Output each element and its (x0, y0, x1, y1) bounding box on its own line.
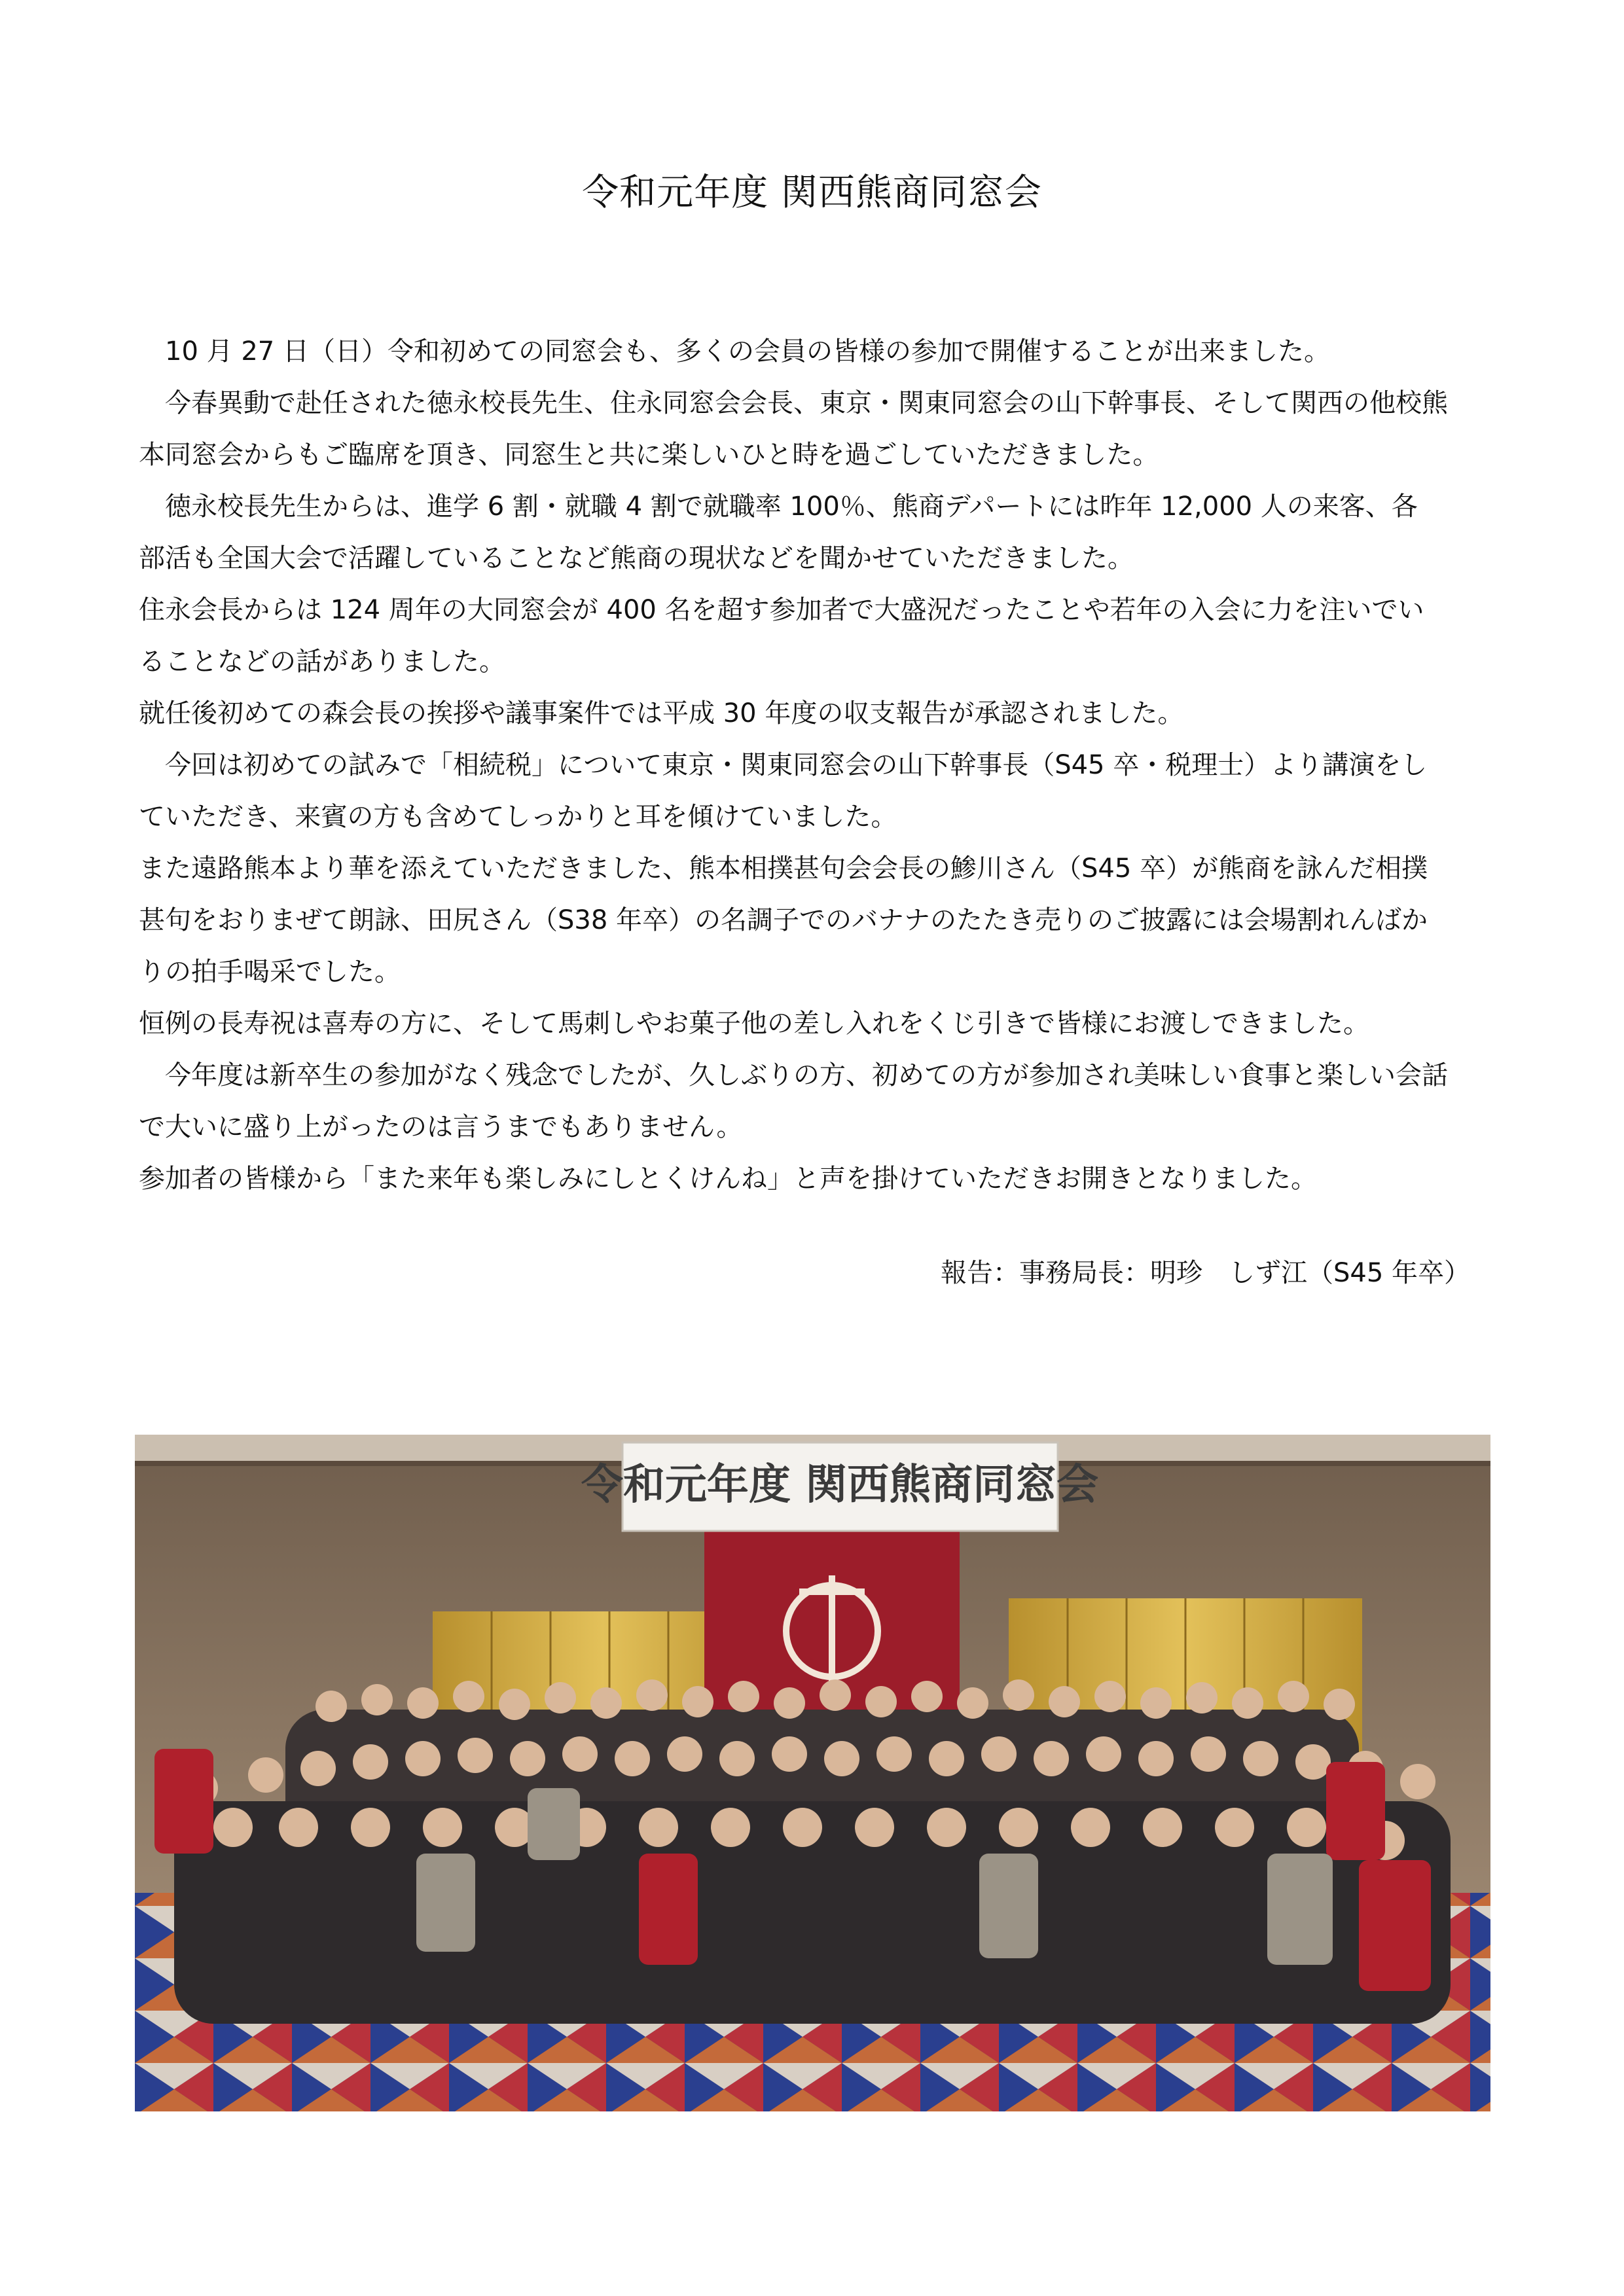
paragraph-line: 今春異動で赴任された徳永校長先生、住永同窓会会長、東京・関東同窓会の山下幹事長、そして関西の他校熊 (139, 388, 1448, 418)
paragraph-line: 今年度は新卒生の参加がなく残念でしたが、久しぶりの方、初めての方が参加され美味しい食事と楽しい会話 (139, 1060, 1448, 1090)
paragraph-line: 部活も全国大会で活躍していることなど熊商の現状などを聞かせていただきました。 (139, 543, 1134, 573)
paragraph-line: で大いに盛り上がったのは言うまでもありません。 (139, 1112, 743, 1142)
paragraph-line: ることなどの話がありました。 (139, 647, 505, 677)
paragraph-line: 今回は初めての試みで「相続税」について東京・関東同窓会の山下幹事長（S45 卒・税理士）より講演をし (139, 750, 1428, 780)
paragraph-line: りの拍手喝采でした。 (139, 957, 401, 987)
paragraph-line: 恒例の長寿祝は喜寿の方に、そして馬刺しやお菓子他の差し入れをくじ引きで皆様にお渡しできました。 (139, 1009, 1369, 1039)
banner-text: 令和元年度 関西熊商同窓会 (581, 1460, 1099, 1509)
attendees-group (154, 1679, 1451, 2024)
group-photo-illustration (135, 1435, 1490, 2111)
paragraph-line: 10 月 27 日（日）令和初めての同窓会も、多くの会員の皆様の参加で開催することが出来ました。 (139, 336, 1330, 367)
paragraph-line: ていただき、来賓の方も含めてしっかりと耳を傾けていました。 (139, 802, 897, 832)
paragraph-line: 参加者の皆様から「また来年も楽しみにしとくけんね」と声を掛けていただきお開きとなりました。 (139, 1164, 1317, 1194)
paragraph-line: また遠路熊本より華を添えていただきました、熊本相撲甚句会会長の鯵川さん（S45 卒）が熊商を詠んだ相撲 (139, 853, 1428, 884)
page-title: 令和元年度 関西熊商同窓会 (582, 171, 1042, 214)
paragraph-line: 甚句をおりまぜて朗詠、田尻さん（S38 年卒）の名調子でのバナナのたたき売りのご披露には会場割れんばか (139, 905, 1428, 935)
paragraph-line: 就任後初めての森会長の挨拶や議事案件では平成 30 年度の収支報告が承認されました。 (139, 698, 1184, 728)
group-photo (135, 1435, 1490, 2111)
report-signature: 報告：事務局長：明珍 しず江（S45 年卒） (940, 1258, 1470, 1288)
paragraph-line: 徳永校長先生からは、進学 6 割・就職 4 割で就職率 100％、熊商デパートには昨年 12,000 人の来客、各 (139, 492, 1418, 522)
paragraph-line: 本同窓会からもご臨席を頂き、同窓生と共に楽しいひと時を過ごしていただきました。 (139, 440, 1159, 470)
paragraph-line: 住永会長からは 124 周年の大同窓会が 400 名を超す参加者で大盛況だったことや若年の入会に力を注いでい (139, 595, 1424, 625)
report-body (139, 326, 1507, 1205)
